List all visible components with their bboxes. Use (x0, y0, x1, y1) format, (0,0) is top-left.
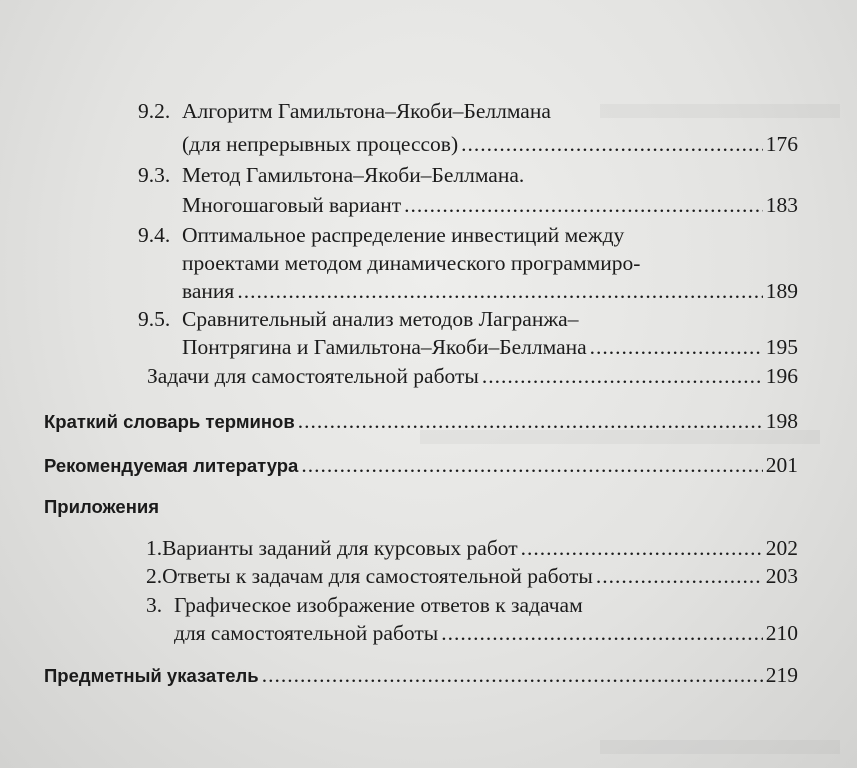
leader-dots (262, 660, 763, 690)
page-number: 203 (765, 564, 798, 588)
show-through-mark (600, 740, 840, 754)
toc-entry-9-2-line-2[interactable] (182, 129, 798, 159)
leader-dots (404, 190, 763, 220)
section-title-continued: (для непрерывных процессов) (182, 132, 459, 156)
leader-dots (441, 618, 763, 648)
section-title: Оптимальное распределение инвестиций между (182, 223, 625, 247)
page-number: 198 (765, 409, 798, 433)
appendix-number: 2. (146, 564, 163, 588)
chapter-title: Рекомендуемая литература (44, 455, 299, 476)
toc-entry-9-4-line-1[interactable] (138, 220, 798, 250)
leader-dots (461, 129, 763, 159)
toc-entry-9-5-line-2[interactable] (182, 332, 798, 362)
toc-entry-9-4-line-2[interactable] (182, 248, 798, 278)
toc-appendix-3-line-1[interactable] (146, 590, 798, 620)
toc-appendix-3-line-2[interactable] (174, 618, 798, 648)
leader-dots (482, 361, 763, 391)
section-title-continued: Многошаговый вариант (182, 193, 402, 217)
chapter-title: Предметный указатель (44, 665, 259, 686)
page-number: 210 (765, 621, 798, 645)
leader-dots (521, 533, 763, 563)
section-title-continued: Понтрягина и Гамильтона–Якоби–Беллмана (182, 335, 587, 359)
section-number: 9.2. (138, 99, 171, 123)
section-title: Метод Гамильтона–Якоби–Беллмана. (182, 163, 525, 187)
toc-chapter-index[interactable] (44, 660, 798, 690)
appendix-title: Графическое изображение ответов к задачам (174, 593, 583, 617)
toc-appendix-2[interactable] (146, 561, 798, 591)
section-title-continued: вания (182, 279, 235, 303)
appendix-number: 1. (146, 536, 163, 560)
toc-chapter-appendices[interactable] (44, 492, 798, 522)
toc-entry-9-2-line-1[interactable] (138, 96, 798, 126)
toc-entry-9-4-line-3[interactable] (182, 276, 798, 306)
toc-entry-exercises[interactable] (147, 361, 798, 391)
page-number: 176 (765, 132, 798, 156)
section-title: Сравнительный анализ методов Лагранжа– (182, 307, 579, 331)
leader-dots (590, 332, 763, 362)
toc-appendix-1[interactable] (146, 533, 798, 563)
section-number: 9.4. (138, 223, 171, 247)
section-title: Задачи для самостоятельной работы (147, 364, 479, 388)
page-number: 201 (765, 453, 798, 477)
leader-dots (301, 450, 762, 480)
toc-entry-9-3-line-2[interactable] (182, 190, 798, 220)
toc-entry-9-3-line-1[interactable] (138, 160, 798, 190)
section-number: 9.5. (138, 307, 171, 331)
leader-dots (298, 406, 763, 436)
page-number: 195 (765, 335, 798, 359)
leader-dots (596, 561, 763, 591)
appendix-title: Варианты заданий для курсовых работ (162, 536, 518, 560)
page-number: 183 (765, 193, 798, 217)
leader-dots (237, 276, 762, 306)
chapter-title: Краткий словарь терминов (44, 411, 295, 432)
section-title: Алгоритм Гамильтона–Якоби–Беллмана (182, 99, 551, 123)
section-title-continued: проектами методом динамического программиро- (182, 251, 641, 275)
appendix-title-continued: для самостоятельной работы (174, 621, 439, 645)
toc-chapter-references[interactable] (44, 450, 798, 480)
appendix-number: 3. (146, 593, 163, 617)
page-number: 202 (765, 536, 798, 560)
page-number: 196 (765, 364, 798, 388)
appendix-title: Ответы к задачам для самостоятельной работы (162, 564, 593, 588)
section-number: 9.3. (138, 163, 171, 187)
chapter-title: Приложения (44, 496, 160, 517)
toc-entry-9-5-line-1[interactable] (138, 304, 798, 334)
page-number: 189 (765, 279, 798, 303)
toc-chapter-glossary[interactable] (44, 406, 798, 436)
page-number: 219 (765, 663, 798, 687)
